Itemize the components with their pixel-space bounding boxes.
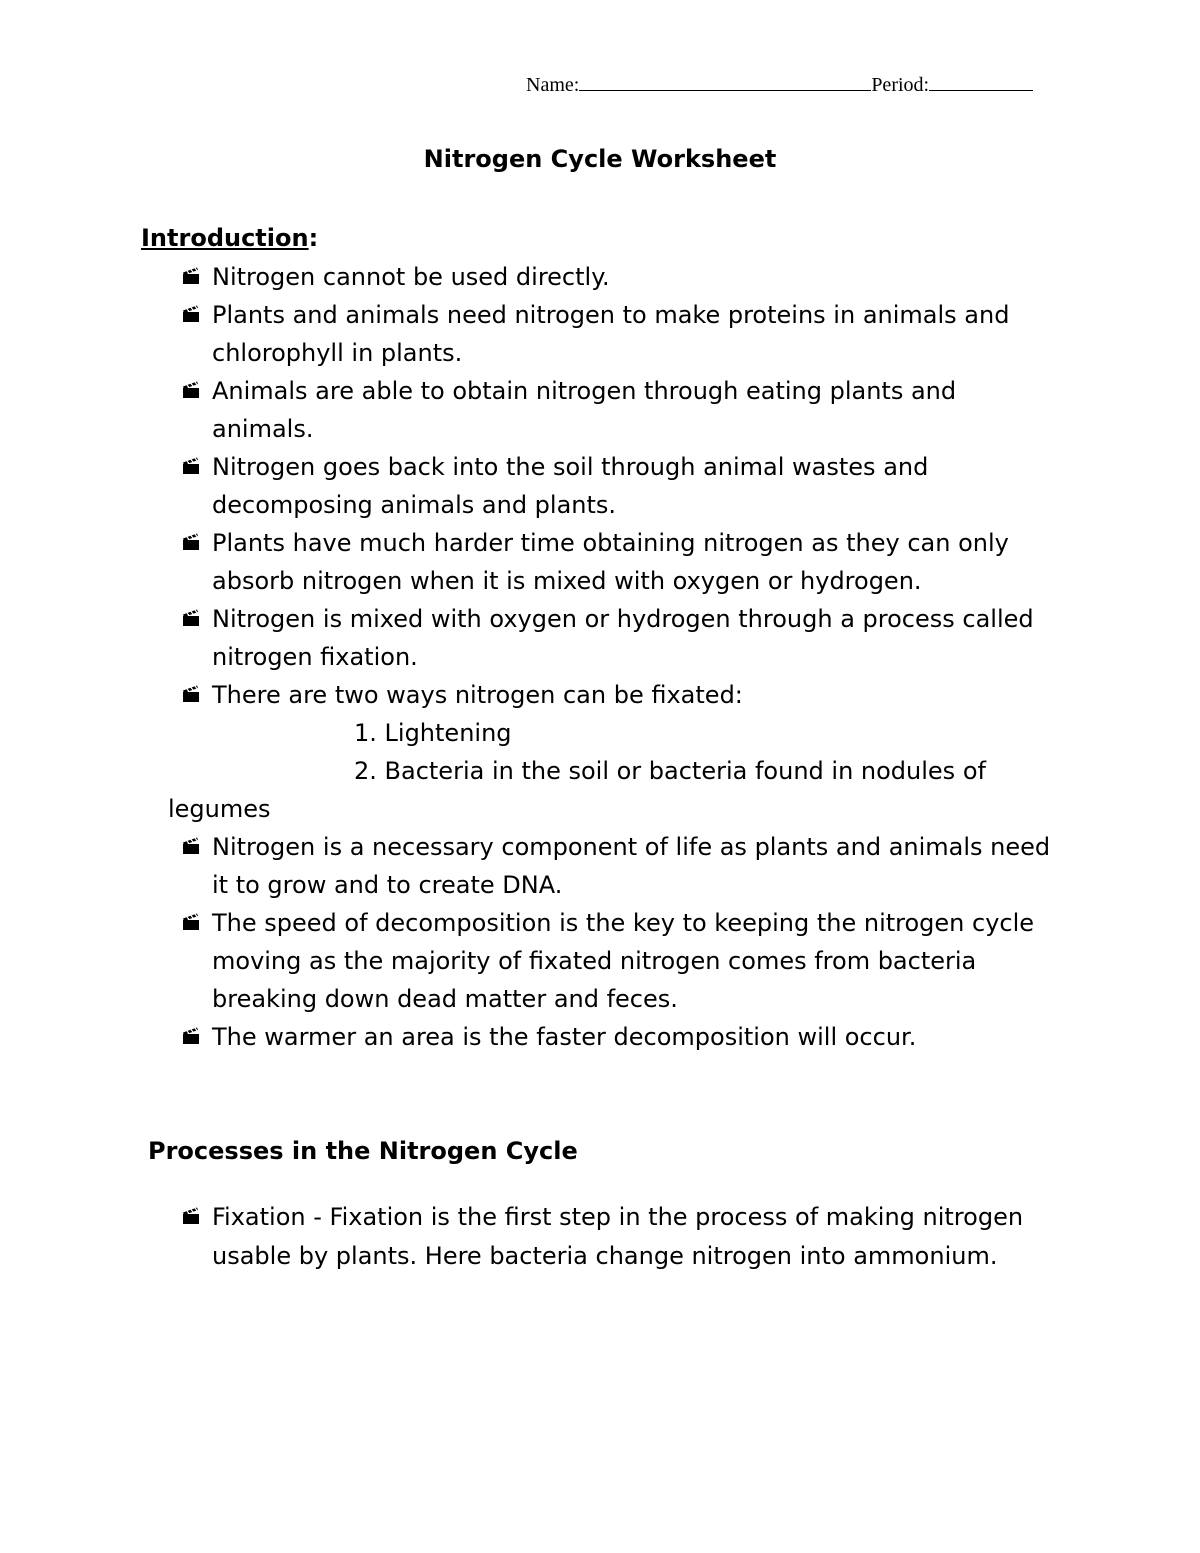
clapperboard-icon: [182, 837, 200, 855]
period-field[interactable]: [929, 72, 1033, 91]
fixation-way-2-wrap: legumes: [168, 795, 271, 823]
introduction-heading-text: Introduction: [141, 224, 309, 252]
clapperboard-icon: [182, 1207, 200, 1225]
name-label: Name:: [526, 74, 580, 96]
list-item-text: There are two ways nitrogen can be fixated:: [212, 681, 743, 709]
period-label: Period:: [871, 74, 930, 96]
list-item: [178, 258, 1058, 296]
list-item: [178, 372, 1058, 448]
list-item-text: Nitrogen cannot be used directly.: [212, 263, 610, 291]
clapperboard-icon: [182, 685, 200, 703]
list-item: [178, 904, 1058, 1018]
clapperboard-icon: [182, 913, 200, 931]
list-item-text: The speed of decomposition is the key to keeping the nitrogen cycle moving as the majority of fixated nitrogen comes from bacteria breaking down dead matter and feces.: [212, 909, 1035, 1013]
list-item: [178, 524, 1058, 600]
fixation-way-2: 2. Bacteria in the soil or bacteria found in nodules of: [354, 757, 986, 785]
list-item-text: Nitrogen goes back into the soil through animal wastes and decomposing animals and plants.: [212, 453, 929, 519]
list-item-text: Nitrogen is a necessary component of life as plants and animals need it to grow and to create DNA.: [212, 833, 1051, 899]
list-item-text: Fixation - Fixation is the first step in the process of making nitrogen usable by plants. Here bacteria change nitrogen into ammonium.: [212, 1203, 1024, 1270]
list-item: [178, 296, 1058, 372]
list-item-text: Nitrogen is mixed with oxygen or hydrogen through a process called nitrogen fixation.: [212, 605, 1034, 671]
introduction-heading: [141, 224, 318, 252]
list-item: [178, 1018, 1058, 1056]
clapperboard-icon: [182, 305, 200, 323]
clapperboard-icon: [182, 457, 200, 475]
processes-list: [178, 1198, 1058, 1276]
list-item: [178, 600, 1058, 676]
list-item-text: Animals are able to obtain nitrogen through eating plants and animals.: [212, 377, 957, 443]
clapperboard-icon: [182, 1027, 200, 1045]
list-item: [178, 676, 1058, 714]
clapperboard-icon: [182, 267, 200, 285]
list-item: [178, 448, 1058, 524]
name-period-line: [526, 72, 1033, 97]
list-item: [178, 1198, 1058, 1276]
fixation-way-1: 1. Lightening: [354, 719, 512, 747]
list-item-text: Plants and animals need nitrogen to make proteins in animals and chlorophyll in plants.: [212, 301, 1010, 367]
list-item: [178, 828, 1058, 904]
processes-heading: Processes in the Nitrogen Cycle: [148, 1137, 578, 1165]
clapperboard-icon: [182, 381, 200, 399]
worksheet-title: Nitrogen Cycle Worksheet: [423, 145, 777, 173]
name-field[interactable]: [579, 72, 871, 91]
introduction-list: [168, 258, 1058, 1056]
introduction-heading-colon: :: [308, 224, 319, 252]
list-item-text: Plants have much harder time obtaining nitrogen as they can only absorb nitrogen when it is mixed with oxygen or hydrogen.: [212, 529, 1009, 595]
list-item-text: The warmer an area is the faster decomposition will occur.: [212, 1023, 917, 1051]
clapperboard-icon: [182, 533, 200, 551]
clapperboard-icon: [182, 609, 200, 627]
